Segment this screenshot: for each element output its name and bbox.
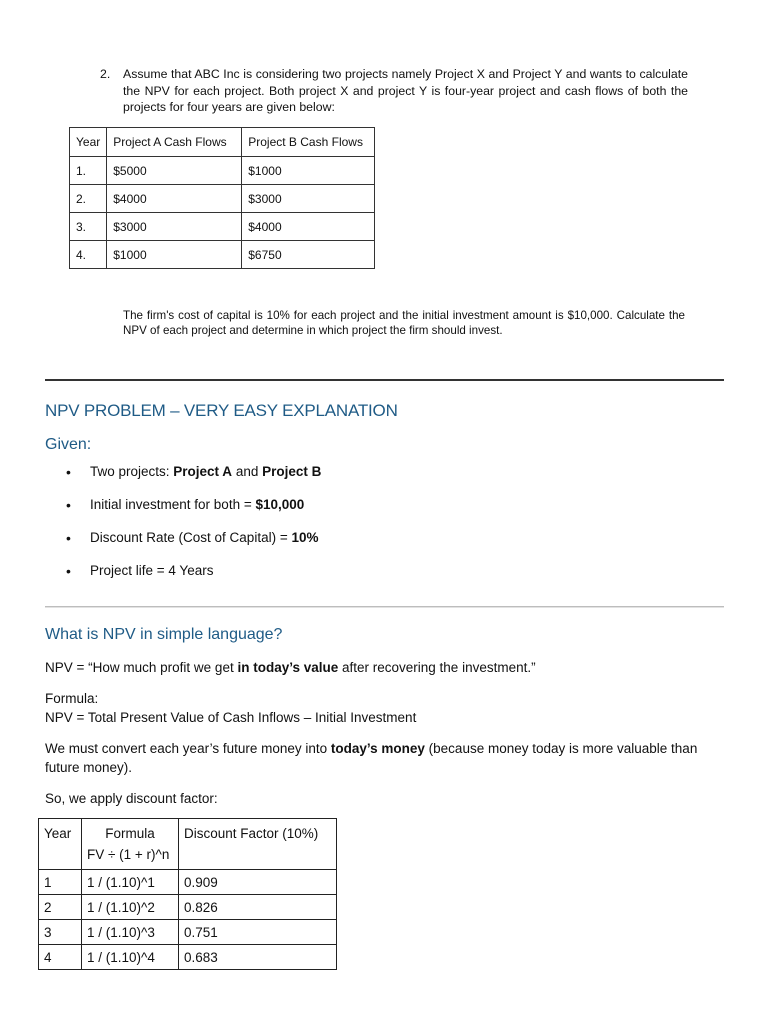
table-row (39, 895, 337, 920)
apply-discount-text: So, we apply discount factor: (45, 791, 218, 806)
table-header-row (39, 819, 337, 870)
table-cell: $4000 (242, 213, 375, 241)
table-cell: 1 / (1.10)^1 (82, 870, 179, 895)
list-item: • Initial investment for both = $10,000 (45, 495, 321, 528)
convert-paragraph: We must convert each year’s future money into today’s money (because money today is more valuable than future money). (45, 741, 698, 775)
list-item: • Two projects: Project A and Project B (45, 462, 321, 495)
table-row (39, 870, 337, 895)
table-cell: 0.751 (179, 920, 337, 945)
what-is-npv-heading: What is NPV in simple language? (45, 626, 283, 643)
column-header (82, 819, 179, 870)
table-cell: $6750 (242, 241, 375, 269)
cost-of-capital-note: The firm's cost of capital is 10% for each project and the initial investment amount is $10,000. Calculate the NPV of each project and determine in which project the firm should invest. (123, 309, 685, 337)
question-number: 2. (100, 67, 111, 81)
table-header-row (70, 128, 375, 157)
table-cell: 3 (39, 920, 82, 945)
table-cell: 0.683 (179, 945, 337, 970)
table-cell: $4000 (107, 185, 242, 213)
explanation-title: NPV PROBLEM – VERY EASY EXPLANATION (45, 401, 398, 420)
table-cell: 1 / (1.10)^3 (82, 920, 179, 945)
table-cell: 2 (39, 895, 82, 920)
table-cell: 1 / (1.10)^4 (82, 945, 179, 970)
question-text: Assume that ABC Inc is considering two projects namely Project X and Project Y and wants to calculate the NPV for each project. Both project X and project Y is four-year project and cash flows of both the projects for four years are given below: (123, 67, 688, 114)
discount-factor-table (38, 818, 337, 970)
table-cell: $3000 (242, 185, 375, 213)
table-cell: 0.826 (179, 895, 337, 920)
table-cell: 1 (39, 870, 82, 895)
given-list (45, 462, 321, 594)
column-header: Project B Cash Flows (242, 128, 375, 157)
table-cell: $1000 (107, 241, 242, 269)
section-divider (45, 606, 724, 608)
list-item: • Project life = 4 Years (45, 561, 321, 594)
formula-header: Formula (105, 826, 155, 841)
formula-text: NPV = Total Present Value of Cash Inflows – Initial Investment (45, 710, 417, 725)
table-row (39, 920, 337, 945)
given-heading: Given: (45, 436, 92, 453)
table-cell: 4. (70, 241, 107, 269)
section-divider (45, 379, 724, 381)
table-cell: $5000 (107, 157, 242, 185)
formula-label: Formula: (45, 691, 99, 706)
table-row (70, 213, 375, 241)
table-row (70, 157, 375, 185)
table-cell: 2. (70, 185, 107, 213)
column-header: Year (70, 128, 107, 157)
column-header: Discount Factor (10%) (179, 819, 337, 870)
npv-definition: NPV = “How much profit we get in today’s value after recovering the investment.” (45, 660, 536, 675)
table-cell: 0.909 (179, 870, 337, 895)
cashflow-table (69, 127, 375, 269)
column-header: Year (39, 819, 82, 870)
formula-subheader: FV ÷ (1 + r)^n (87, 847, 170, 862)
table-cell: 3. (70, 213, 107, 241)
table-cell: $3000 (107, 213, 242, 241)
table-cell: $1000 (242, 157, 375, 185)
list-item: • Discount Rate (Cost of Capital) = 10% (45, 528, 321, 561)
column-header: Project A Cash Flows (107, 128, 242, 157)
table-row (70, 241, 375, 269)
table-row (39, 945, 337, 970)
table-cell: 1 / (1.10)^2 (82, 895, 179, 920)
table-cell: 4 (39, 945, 82, 970)
table-cell: 1. (70, 157, 107, 185)
table-row (70, 185, 375, 213)
question-block (100, 66, 688, 116)
